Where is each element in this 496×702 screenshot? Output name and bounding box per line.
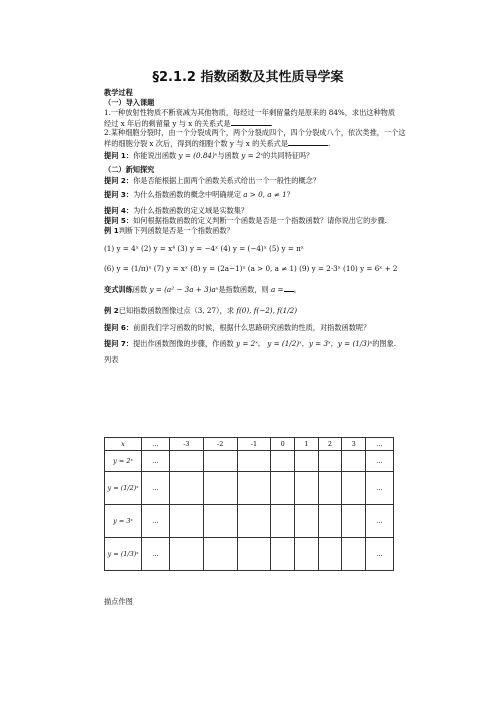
page-title: §2.1.2 指数函数及其性质导学案 (152, 70, 344, 85)
table-cell[interactable] (170, 451, 204, 472)
table-cell[interactable] (318, 472, 342, 505)
table-header-cell: -1 (237, 438, 271, 451)
table-header-cell: 3 (342, 438, 366, 451)
table-cell[interactable] (203, 451, 237, 472)
ask-1-text-a: 你能说出函数 (133, 151, 177, 160)
section-1-heading: （一）导入课题 (104, 98, 155, 107)
table-row-right-dots: … (366, 505, 394, 538)
table-cell[interactable] (271, 505, 295, 538)
ask-1-text-c: 的共同特征吗？ (263, 151, 314, 160)
table-row-function: y = (1/3)ˣ (105, 538, 142, 571)
table-header-row (105, 438, 394, 451)
ask-1-formula-2: y = 2ˣ (241, 151, 263, 160)
table-cell[interactable] (294, 472, 318, 505)
table-row (105, 451, 394, 472)
table-row-left-dots: … (142, 505, 170, 538)
table-cell[interactable] (237, 451, 271, 472)
ask-5 (104, 216, 387, 225)
answer-blank-2[interactable] (288, 138, 328, 146)
example-1-text: 判断下列函数是否是一个指数函数？ (118, 226, 234, 235)
variation-label: 变式训练 (104, 285, 133, 294)
table-row (105, 505, 394, 538)
table-row (105, 538, 394, 571)
example-2-label: 例 2 (104, 306, 119, 315)
example-1-row-2: (6) y = (1/π)ˣ (7) y = xˣ (8) y = (2a−1)ˣ (a > 0, a ≠ 1) (9) y = 2·3ˣ (10) y = 6ˣ + 2 (104, 264, 398, 273)
table-cell[interactable] (294, 538, 318, 571)
table-header-cell: -3 (170, 438, 204, 451)
table-cell[interactable] (237, 472, 271, 505)
table-row-function: y = 2ˣ (105, 451, 142, 472)
question-2-text: 样的细胞分裂 x 次后，得到的细胞个数 y 与 x 的关系式是 (104, 139, 289, 148)
variation-exercise (104, 284, 301, 294)
answer-blank-1[interactable] (231, 118, 271, 126)
table-header-cell: 0 (271, 438, 295, 451)
process-heading: 教学过程 (104, 88, 133, 97)
table-cell[interactable] (342, 505, 366, 538)
ask-4-text: 为什么指数函数的定义域是实数集？ (133, 206, 249, 215)
table-header-cell: 2 (318, 438, 342, 451)
ask-6-text: 前面我们学习函数的时候，根据什么思路研究函数的性质，对指数函数呢？ (133, 323, 371, 332)
table-row-right-dots: … (366, 472, 394, 505)
ask-3-text: 为什么指数函数的概念中明确规定 (133, 190, 241, 199)
table-cell[interactable] (237, 538, 271, 571)
table-row (105, 472, 394, 505)
ask-2 (104, 176, 320, 185)
ask-3-end: ？ (286, 190, 294, 199)
ask-7-end: 的图象. (372, 339, 397, 348)
question-2: 2.某种细胞分裂时，由一个分裂成两个，两个分裂成四个，四个分裂成八个，依次类推，一个这 (104, 128, 406, 137)
question-1-cont: 经过 x 年后的剩留量 y 与 x 的关系式是 . (104, 119, 273, 128)
table-cell[interactable] (203, 538, 237, 571)
table-cell[interactable] (271, 538, 295, 571)
variation-text-a: 函数 (132, 285, 148, 294)
ask-3-math: a > 0, a ≠ 1 (243, 190, 287, 199)
table-cell[interactable] (271, 451, 295, 472)
table-header-cell: x (105, 438, 142, 451)
table-cell[interactable] (294, 451, 318, 472)
question-1: 1.一种放射性物质不断衰减为其他物质，每经过一年剩留量约是原来的 84%，求出这种物质 (104, 108, 396, 117)
example-2-text: 已知指数函数图像过点（3, 27），求 (118, 306, 235, 315)
variation-answer-blank[interactable] (284, 284, 294, 292)
table-row-function: y = 3ˣ (105, 505, 142, 538)
section-2-heading: （二）新知探究 (104, 165, 155, 174)
example-1 (104, 226, 234, 235)
table-header-cell: … (142, 438, 170, 451)
table-cell[interactable] (203, 472, 237, 505)
table-row-function: y = (1/2)ˣ (105, 472, 142, 505)
table-cell[interactable] (342, 472, 366, 505)
ask-1-label: 提问 1： (104, 151, 134, 160)
table-cell[interactable] (318, 451, 342, 472)
table-cell[interactable] (170, 472, 204, 505)
table-cell[interactable] (170, 538, 204, 571)
draw-label: 描点作图 (104, 597, 133, 606)
ask-7-math: y = 2ˣ， y = (1/2)ˣ，y = 3ˣ，y = (1/3)ˣ (236, 339, 373, 348)
ask-1-text-b: 与函数 (217, 151, 239, 160)
ask-5-label: 提问 5： (104, 216, 134, 225)
table-cell[interactable] (170, 505, 204, 538)
ask-5-text: 如何根据指数函数的定义判断一个函数是否是一个指数函数？请你说出它的步骤. (133, 216, 387, 225)
ask-1-formula-1: y = (0.84)ˣ (178, 151, 218, 160)
variation-formula: y = (a² − 3a + 3)aˣ (149, 285, 219, 294)
table-cell[interactable] (342, 451, 366, 472)
example-1-row-1: (1) y = 4ˣ (2) y = x⁴ (3) y = −4ˣ (4) y = (−4)ˣ (5) y = πˣ (104, 244, 304, 253)
list-label: 列表 (104, 355, 119, 364)
ask-7-text: 提出作函数图像的步骤，作函数 (133, 339, 234, 348)
example-2 (104, 306, 297, 315)
table-cell[interactable] (271, 472, 295, 505)
table-header-cell: -2 (203, 438, 237, 451)
table-cell[interactable] (237, 505, 271, 538)
value-table (104, 437, 394, 571)
table-row-left-dots: … (142, 538, 170, 571)
table-cell[interactable] (342, 538, 366, 571)
table-cell[interactable] (318, 505, 342, 538)
ask-7-label: 提问 7： (104, 339, 134, 348)
table-header-cell: 1 (294, 438, 318, 451)
table-cell[interactable] (318, 538, 342, 571)
example-2-math: f(0), f(−2), f(1/2) (236, 306, 298, 315)
ask-3-label: 提问 3： (104, 190, 134, 199)
table-row-right-dots: … (366, 451, 394, 472)
ask-2-label: 提问 2： (104, 176, 134, 185)
variation-answer-prefix: a = (270, 285, 284, 294)
table-row-left-dots: … (142, 451, 170, 472)
ask-4 (104, 206, 248, 215)
ask-6-label: 提问 6： (104, 323, 134, 332)
ask-1 (104, 151, 313, 160)
ask-6 (104, 323, 370, 332)
ask-2-text: 你是否能根据上面两个函数关系式给出一个一般性的概念？ (133, 176, 320, 185)
ask-7 (104, 339, 396, 348)
question-1-text: 经过 x 年后的剩留量 y 与 x 的关系式是 (104, 119, 231, 128)
question-2-cont: 样的细胞分裂 x 次后，得到的细胞个数 y 与 x 的关系式是 . (104, 139, 331, 148)
table-row-right-dots: … (366, 538, 394, 571)
ask-4-label: 提问 4： (104, 206, 134, 215)
example-1-label: 例 1 (104, 226, 119, 235)
ask-3 (104, 190, 294, 199)
variation-end: 。 (293, 285, 301, 294)
table-cell[interactable] (294, 505, 318, 538)
variation-text-b: 是指数函数，则 (218, 285, 269, 294)
table-cell[interactable] (203, 505, 237, 538)
table-header-cell: … (366, 438, 394, 451)
table-row-left-dots: … (142, 472, 170, 505)
